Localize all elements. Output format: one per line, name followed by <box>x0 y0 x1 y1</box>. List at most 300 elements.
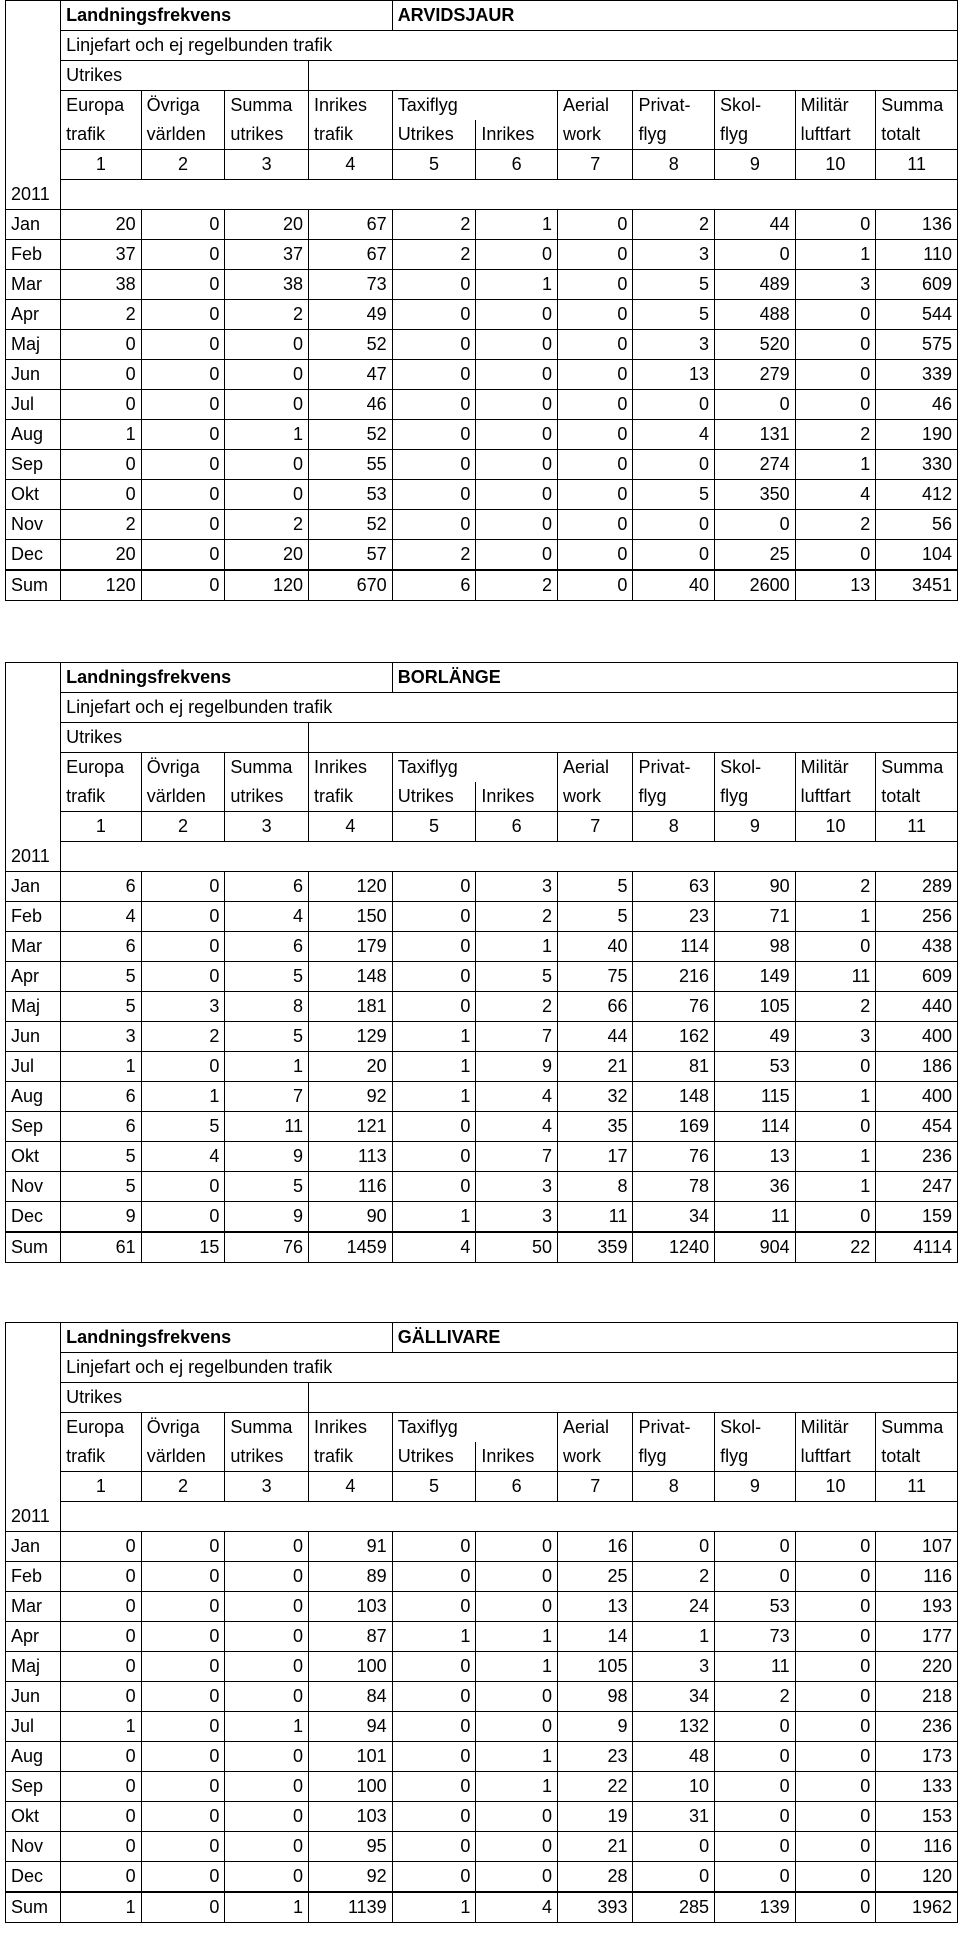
data-cell: 9 <box>61 1201 142 1232</box>
table-row <box>6 1051 958 1081</box>
data-cell: 55 <box>308 449 392 479</box>
data-cell: 0 <box>557 269 632 299</box>
data-cell: 2 <box>61 299 142 329</box>
data-cell: 89 <box>309 1561 393 1591</box>
data-cell: 0 <box>225 449 309 479</box>
data-cell: 0 <box>392 901 476 931</box>
row-stub <box>6 1323 61 1502</box>
month-label: Jul <box>6 1711 61 1741</box>
column-header-top: Övriga <box>141 1413 225 1443</box>
data-cell: 0 <box>61 1861 142 1892</box>
data-cell: 47 <box>308 359 392 389</box>
data-cell: 148 <box>633 1081 715 1111</box>
data-cell: 0 <box>141 1201 225 1232</box>
data-cell: 0 <box>476 389 558 419</box>
column-header-top: Privat- <box>633 753 715 783</box>
data-cell: 0 <box>557 299 632 329</box>
column-number: 9 <box>715 150 796 180</box>
data-cell: 1 <box>392 1021 476 1051</box>
data-cell: 0 <box>715 1531 796 1561</box>
data-cell: 11 <box>225 1111 309 1141</box>
data-cell: 0 <box>795 1831 876 1861</box>
column-header-bottom: flyg <box>715 1442 796 1472</box>
data-cell: 0 <box>795 329 876 359</box>
data-cell: 2 <box>141 1021 225 1051</box>
column-number: 1 <box>61 150 142 180</box>
data-cell: 0 <box>225 1771 309 1801</box>
data-cell: 0 <box>61 1531 142 1561</box>
data-cell: 40 <box>557 931 633 961</box>
data-cell: 36 <box>715 1171 796 1201</box>
data-cell: 25 <box>557 1561 633 1591</box>
table-row <box>6 479 958 509</box>
data-cell: 190 <box>876 419 958 449</box>
data-cell: 73 <box>308 269 392 299</box>
column-header-bottom: totalt <box>876 1442 958 1472</box>
column-header-bottom: trafik <box>308 120 392 150</box>
data-cell: 63 <box>633 871 715 901</box>
data-cell: 0 <box>61 1681 142 1711</box>
data-cell: 0 <box>225 1801 309 1831</box>
sum-cell: 1 <box>61 1892 142 1923</box>
column-header-top: Aerial <box>557 91 632 121</box>
data-cell: 0 <box>392 1861 476 1892</box>
data-cell: 0 <box>795 1801 876 1831</box>
data-cell: 181 <box>309 991 393 1021</box>
data-cell: 38 <box>225 269 309 299</box>
data-cell: 236 <box>876 1711 958 1741</box>
data-cell: 0 <box>141 329 225 359</box>
column-header-top: Skol- <box>715 753 796 783</box>
airport-name: GÄLLIVARE <box>392 1323 957 1353</box>
column-header-top: Militär <box>795 91 876 121</box>
data-cell: 0 <box>225 1651 309 1681</box>
data-cell: 0 <box>392 991 476 1021</box>
table-row <box>6 1801 958 1831</box>
data-cell: 5 <box>61 961 142 991</box>
data-cell: 0 <box>476 449 558 479</box>
data-cell: 0 <box>61 1651 142 1681</box>
data-cell: 4 <box>795 479 876 509</box>
data-cell: 0 <box>392 1651 476 1681</box>
column-header-top: Europa <box>61 91 142 121</box>
data-cell: 22 <box>557 1771 633 1801</box>
column-number: 7 <box>557 812 633 842</box>
month-label: Nov <box>6 1831 61 1861</box>
group-label-utrikes: Utrikes <box>61 723 309 753</box>
data-cell: 1 <box>61 419 142 449</box>
data-cell: 0 <box>392 961 476 991</box>
data-cell: 78 <box>633 1171 715 1201</box>
column-header-top <box>476 91 558 121</box>
sum-cell: 120 <box>225 570 309 601</box>
data-cell: 53 <box>715 1591 796 1621</box>
data-cell: 14 <box>557 1621 633 1651</box>
data-cell: 438 <box>876 931 958 961</box>
data-cell: 0 <box>392 449 476 479</box>
data-cell: 11 <box>557 1201 633 1232</box>
data-cell: 133 <box>876 1771 958 1801</box>
data-cell: 3 <box>795 269 876 299</box>
table-row <box>6 239 958 269</box>
column-header-top: Militär <box>795 1413 876 1443</box>
sum-cell: 0 <box>557 570 632 601</box>
data-cell: 73 <box>715 1621 796 1651</box>
column-header-top: Privat- <box>633 91 715 121</box>
column-header-top: Privat- <box>633 1413 715 1443</box>
column-header-top: Övriga <box>141 91 225 121</box>
data-cell: 0 <box>795 299 876 329</box>
data-cell: 0 <box>141 1531 225 1561</box>
data-cell: 5 <box>633 269 715 299</box>
data-cell: 0 <box>795 539 876 570</box>
data-cell: 1 <box>225 1711 309 1741</box>
data-cell: 46 <box>876 389 958 419</box>
data-cell: 0 <box>476 1831 558 1861</box>
data-cell: 0 <box>392 419 476 449</box>
data-cell: 46 <box>308 389 392 419</box>
data-cell: 0 <box>392 329 476 359</box>
data-cell: 1 <box>476 1651 558 1681</box>
column-header-bottom: work <box>557 120 632 150</box>
column-number: 4 <box>309 1472 393 1502</box>
data-cell: 100 <box>309 1651 393 1681</box>
table-row <box>6 1651 958 1681</box>
data-cell: 53 <box>715 1051 796 1081</box>
column-header-top: Skol- <box>715 1413 796 1443</box>
data-cell: 609 <box>876 961 958 991</box>
sum-cell: 2600 <box>715 570 796 601</box>
data-cell: 1 <box>225 1051 309 1081</box>
table-row <box>6 1201 958 1232</box>
table-row <box>6 1021 958 1051</box>
data-cell: 0 <box>795 1051 876 1081</box>
month-label: Aug <box>6 1741 61 1771</box>
data-cell: 3 <box>633 329 715 359</box>
month-label: Okt <box>6 1801 61 1831</box>
data-cell: 13 <box>715 1141 796 1171</box>
data-cell: 105 <box>557 1651 633 1681</box>
data-cell: 0 <box>141 1801 225 1831</box>
data-cell: 110 <box>876 239 958 269</box>
frequency-table <box>5 0 958 601</box>
month-label: Dec <box>6 1861 61 1892</box>
data-cell: 0 <box>476 479 558 509</box>
data-cell: 57 <box>308 539 392 570</box>
data-cell: 0 <box>392 1831 476 1861</box>
column-number: 8 <box>633 1472 715 1502</box>
data-cell: 49 <box>715 1021 796 1051</box>
data-cell: 0 <box>795 1651 876 1681</box>
month-label: Aug <box>6 1081 61 1111</box>
data-cell: 1 <box>795 1081 876 1111</box>
column-header-top: Summa <box>225 1413 309 1443</box>
data-cell: 0 <box>633 389 715 419</box>
table-row <box>6 419 958 449</box>
month-label: Jun <box>6 1681 61 1711</box>
table-title: Landningsfrekvens <box>61 1 393 31</box>
data-cell: 92 <box>309 1081 393 1111</box>
data-cell: 0 <box>392 931 476 961</box>
column-number: 4 <box>309 812 393 842</box>
data-cell: 236 <box>876 1141 958 1171</box>
data-cell: 0 <box>715 1711 796 1741</box>
data-cell: 132 <box>633 1711 715 1741</box>
sum-label: Sum <box>6 1892 61 1923</box>
data-cell: 103 <box>309 1801 393 1831</box>
data-cell: 1 <box>476 1771 558 1801</box>
sum-cell: 22 <box>795 1232 876 1263</box>
data-cell: 2 <box>61 509 142 539</box>
column-header-bottom: work <box>557 1442 633 1472</box>
data-cell: 44 <box>715 209 796 239</box>
data-cell: 4 <box>141 1141 225 1171</box>
data-cell: 25 <box>715 539 796 570</box>
data-cell: 0 <box>225 389 309 419</box>
data-cell: 0 <box>557 419 632 449</box>
column-number: 6 <box>476 812 558 842</box>
data-cell: 4 <box>476 1111 558 1141</box>
row-stub <box>6 663 61 842</box>
column-header-top: Militär <box>795 753 876 783</box>
data-cell: 0 <box>225 329 309 359</box>
data-cell: 0 <box>715 1561 796 1591</box>
data-cell: 5 <box>476 961 558 991</box>
sum-cell: 13 <box>795 570 876 601</box>
data-cell: 20 <box>225 539 309 570</box>
data-cell: 66 <box>557 991 633 1021</box>
data-cell: 289 <box>876 871 958 901</box>
data-cell: 0 <box>476 419 558 449</box>
data-cell: 330 <box>876 449 958 479</box>
sum-cell: 1962 <box>876 1892 958 1923</box>
column-number: 9 <box>715 812 796 842</box>
data-cell: 6 <box>61 931 142 961</box>
data-cell: 95 <box>309 1831 393 1861</box>
data-cell: 23 <box>633 901 715 931</box>
month-label: Apr <box>6 1621 61 1651</box>
table-row <box>6 931 958 961</box>
data-cell: 0 <box>141 1051 225 1081</box>
data-cell: 16 <box>557 1531 633 1561</box>
data-cell: 279 <box>715 359 796 389</box>
data-cell: 0 <box>141 269 225 299</box>
data-cell: 129 <box>309 1021 393 1051</box>
data-cell: 20 <box>61 539 142 570</box>
month-label: Maj <box>6 329 61 359</box>
data-cell: 2 <box>476 991 558 1021</box>
column-number: 6 <box>476 1472 558 1502</box>
year-label: 2011 <box>6 1502 61 1532</box>
data-cell: 350 <box>715 479 796 509</box>
data-cell: 0 <box>225 1831 309 1861</box>
data-cell: 0 <box>141 1171 225 1201</box>
column-number: 2 <box>141 1472 225 1502</box>
data-cell: 48 <box>633 1741 715 1771</box>
data-cell: 0 <box>141 509 225 539</box>
data-cell: 2 <box>392 209 476 239</box>
table-row <box>6 449 958 479</box>
data-cell: 104 <box>876 539 958 570</box>
data-cell: 0 <box>392 479 476 509</box>
data-cell: 0 <box>476 1531 558 1561</box>
column-header-top: Inrikes <box>309 1413 393 1443</box>
data-cell: 0 <box>557 509 632 539</box>
data-cell: 120 <box>876 1861 958 1892</box>
data-cell: 0 <box>141 299 225 329</box>
data-cell: 2 <box>795 509 876 539</box>
data-cell: 0 <box>476 1861 558 1892</box>
data-cell: 9 <box>557 1711 633 1741</box>
data-cell: 107 <box>876 1531 958 1561</box>
sum-cell: 1240 <box>633 1232 715 1263</box>
data-cell: 28 <box>557 1861 633 1892</box>
column-header-top: Europa <box>61 753 142 783</box>
sum-cell: 6 <box>392 570 476 601</box>
table-row <box>6 1771 958 1801</box>
data-cell: 179 <box>309 931 393 961</box>
table-subtitle: Linjefart och ej regelbunden trafik <box>61 31 958 61</box>
data-cell: 76 <box>633 991 715 1021</box>
data-cell: 9 <box>225 1201 309 1232</box>
column-header-top: Aerial <box>557 753 633 783</box>
data-cell: 20 <box>61 209 142 239</box>
data-cell: 4 <box>225 901 309 931</box>
column-number: 3 <box>225 1472 309 1502</box>
column-header-bottom: utrikes <box>225 1442 309 1472</box>
sum-label: Sum <box>6 1232 61 1263</box>
data-cell: 148 <box>309 961 393 991</box>
data-cell: 56 <box>876 509 958 539</box>
sum-cell: 904 <box>715 1232 796 1263</box>
data-cell: 0 <box>795 931 876 961</box>
column-header-top <box>476 753 558 783</box>
column-number: 7 <box>557 150 632 180</box>
sum-row <box>6 570 958 601</box>
group-spacer <box>309 1383 958 1413</box>
data-cell: 0 <box>476 1681 558 1711</box>
sum-cell: 4114 <box>876 1232 958 1263</box>
data-cell: 0 <box>225 1861 309 1892</box>
column-number: 2 <box>141 812 225 842</box>
data-cell: 0 <box>141 239 225 269</box>
data-cell: 0 <box>557 449 632 479</box>
data-cell: 37 <box>61 239 142 269</box>
data-cell: 220 <box>876 1651 958 1681</box>
data-cell: 20 <box>309 1051 393 1081</box>
data-cell: 35 <box>557 1111 633 1141</box>
data-cell: 1 <box>476 1741 558 1771</box>
data-cell: 13 <box>557 1591 633 1621</box>
data-cell: 0 <box>61 1591 142 1621</box>
data-cell: 0 <box>795 209 876 239</box>
month-label: Sep <box>6 449 61 479</box>
data-cell: 216 <box>633 961 715 991</box>
data-cell: 52 <box>308 509 392 539</box>
data-cell: 0 <box>225 1561 309 1591</box>
month-label: Sep <box>6 1111 61 1141</box>
column-header-bottom: flyg <box>715 120 796 150</box>
sum-cell: 139 <box>715 1892 796 1923</box>
sum-cell: 76 <box>225 1232 309 1263</box>
table-row <box>6 1741 958 1771</box>
data-cell: 274 <box>715 449 796 479</box>
data-cell: 0 <box>795 1591 876 1621</box>
data-cell: 2 <box>795 419 876 449</box>
data-cell: 67 <box>308 209 392 239</box>
data-cell: 3 <box>476 871 558 901</box>
data-cell: 98 <box>557 1681 633 1711</box>
sum-row <box>6 1232 958 1263</box>
data-cell: 5 <box>557 901 633 931</box>
data-cell: 0 <box>61 329 142 359</box>
data-cell: 149 <box>715 961 796 991</box>
sum-cell: 1 <box>225 1892 309 1923</box>
table-row <box>6 1081 958 1111</box>
data-cell: 0 <box>795 1531 876 1561</box>
data-cell: 0 <box>141 209 225 239</box>
data-cell: 0 <box>795 1861 876 1892</box>
column-number: 11 <box>876 812 958 842</box>
month-label: Maj <box>6 991 61 1021</box>
data-cell: 87 <box>309 1621 393 1651</box>
data-cell: 136 <box>876 209 958 239</box>
column-header-bottom: flyg <box>633 120 715 150</box>
sum-cell: 285 <box>633 1892 715 1923</box>
group-spacer <box>308 61 957 91</box>
data-cell: 0 <box>633 449 715 479</box>
data-cell: 53 <box>308 479 392 509</box>
data-cell: 52 <box>308 329 392 359</box>
data-cell: 256 <box>876 901 958 931</box>
data-cell: 1 <box>795 1141 876 1171</box>
data-cell: 5 <box>225 961 309 991</box>
column-header-top: Summa <box>876 1413 958 1443</box>
month-label: Mar <box>6 931 61 961</box>
data-cell: 11 <box>795 961 876 991</box>
data-cell: 0 <box>476 1591 558 1621</box>
data-cell: 0 <box>392 1711 476 1741</box>
data-cell: 0 <box>557 209 632 239</box>
data-cell: 440 <box>876 991 958 1021</box>
data-cell: 3 <box>141 991 225 1021</box>
data-cell: 11 <box>715 1651 796 1681</box>
sum-cell: 359 <box>557 1232 633 1263</box>
table-row <box>6 1141 958 1171</box>
month-label: Jan <box>6 871 61 901</box>
month-label: Aug <box>6 419 61 449</box>
data-cell: 0 <box>392 1681 476 1711</box>
data-cell: 0 <box>61 1561 142 1591</box>
month-label: Maj <box>6 1651 61 1681</box>
column-number: 4 <box>308 150 392 180</box>
data-cell: 0 <box>557 329 632 359</box>
data-cell: 9 <box>225 1141 309 1171</box>
sum-cell: 15 <box>141 1232 225 1263</box>
data-cell: 105 <box>715 991 796 1021</box>
data-cell: 454 <box>876 1111 958 1141</box>
data-cell: 75 <box>557 961 633 991</box>
frequency-table <box>5 1322 958 1923</box>
data-cell: 21 <box>557 1831 633 1861</box>
data-cell: 103 <box>309 1591 393 1621</box>
data-cell: 0 <box>557 539 632 570</box>
column-header-bottom: totalt <box>876 120 958 150</box>
data-cell: 0 <box>795 359 876 389</box>
data-cell: 6 <box>61 1111 142 1141</box>
data-cell: 5 <box>225 1021 309 1051</box>
data-cell: 0 <box>141 359 225 389</box>
